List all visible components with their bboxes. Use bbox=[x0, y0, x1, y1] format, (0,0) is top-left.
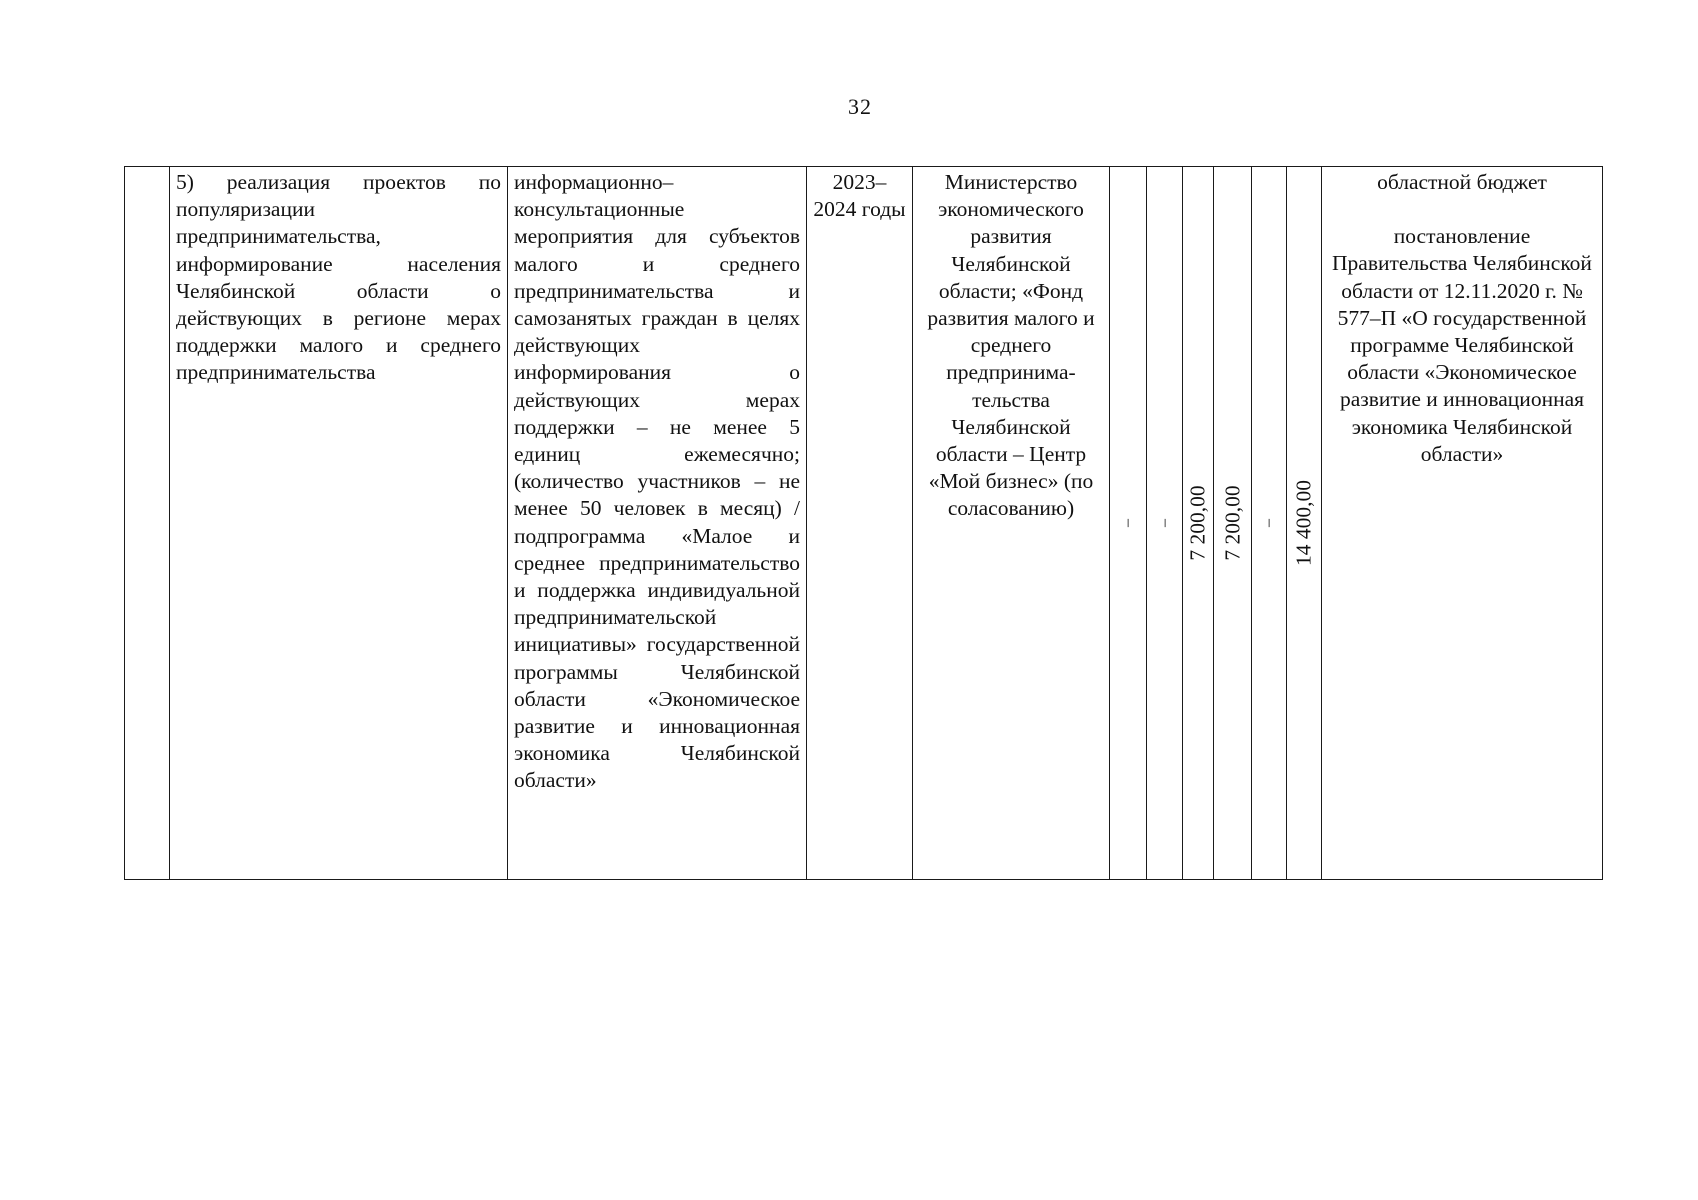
value-total: 14 400,00 bbox=[1291, 480, 1316, 566]
value-cell-2 bbox=[1147, 167, 1183, 880]
activity-cell: 5) реализация проектов по популяризации предпринимательства, информирование населения Челябинской области о действующих в регионе мерах поддержки малого и среднего предпринимательства bbox=[170, 167, 508, 880]
value-5: – bbox=[1260, 519, 1277, 527]
legal-basis: постановление Правительства Челябинской области от 12.11.2020 г. № 577–П «О государственной программе Челябинской области «Экономическое развитие и инновационная экономика Челябинской области» bbox=[1332, 224, 1592, 466]
row-index-cell bbox=[125, 167, 170, 880]
value-1: – bbox=[1119, 519, 1136, 527]
table-row bbox=[125, 167, 1603, 880]
page-number: 32 bbox=[848, 94, 872, 119]
funding-source: областной бюджет bbox=[1377, 170, 1547, 194]
value-4: 7 200,00 bbox=[1219, 485, 1244, 561]
result-cell: информационно–консультационные мероприятия для субъектов малого и среднего предпринимательства и самозанятых граждан в целях действующих информирования о действующих мерах поддержки – не менее 5 единиц ежемесячно; (количество участников – не менее 50 человек в месяц) / подпрограмма «Малое и среднее предпринимательство и поддержка индивидуальной предпринимательской инициативы» государственной программы Челябинской области «Экономическое развитие и инновационная экономика Челябинской области» bbox=[508, 167, 807, 880]
executor-cell: Министерство экономического развития Челябинской области; «Фонд развития малого и среднего предпринима-тельства Челябинской области – Центр «Мой бизнес» (по соласованию) bbox=[913, 167, 1110, 880]
value-2: – bbox=[1155, 519, 1173, 527]
measures-table bbox=[124, 166, 1603, 880]
value-cell-4 bbox=[1214, 167, 1252, 880]
value-cell-3 bbox=[1183, 167, 1214, 880]
value-3: 7 200,00 bbox=[1185, 485, 1210, 561]
value-cell-5 bbox=[1252, 167, 1287, 880]
period-cell: 2023–2024 годы bbox=[807, 167, 913, 880]
value-cell-total bbox=[1287, 167, 1322, 880]
source-basis-cell bbox=[1322, 167, 1603, 880]
value-cell-1 bbox=[1110, 167, 1147, 880]
